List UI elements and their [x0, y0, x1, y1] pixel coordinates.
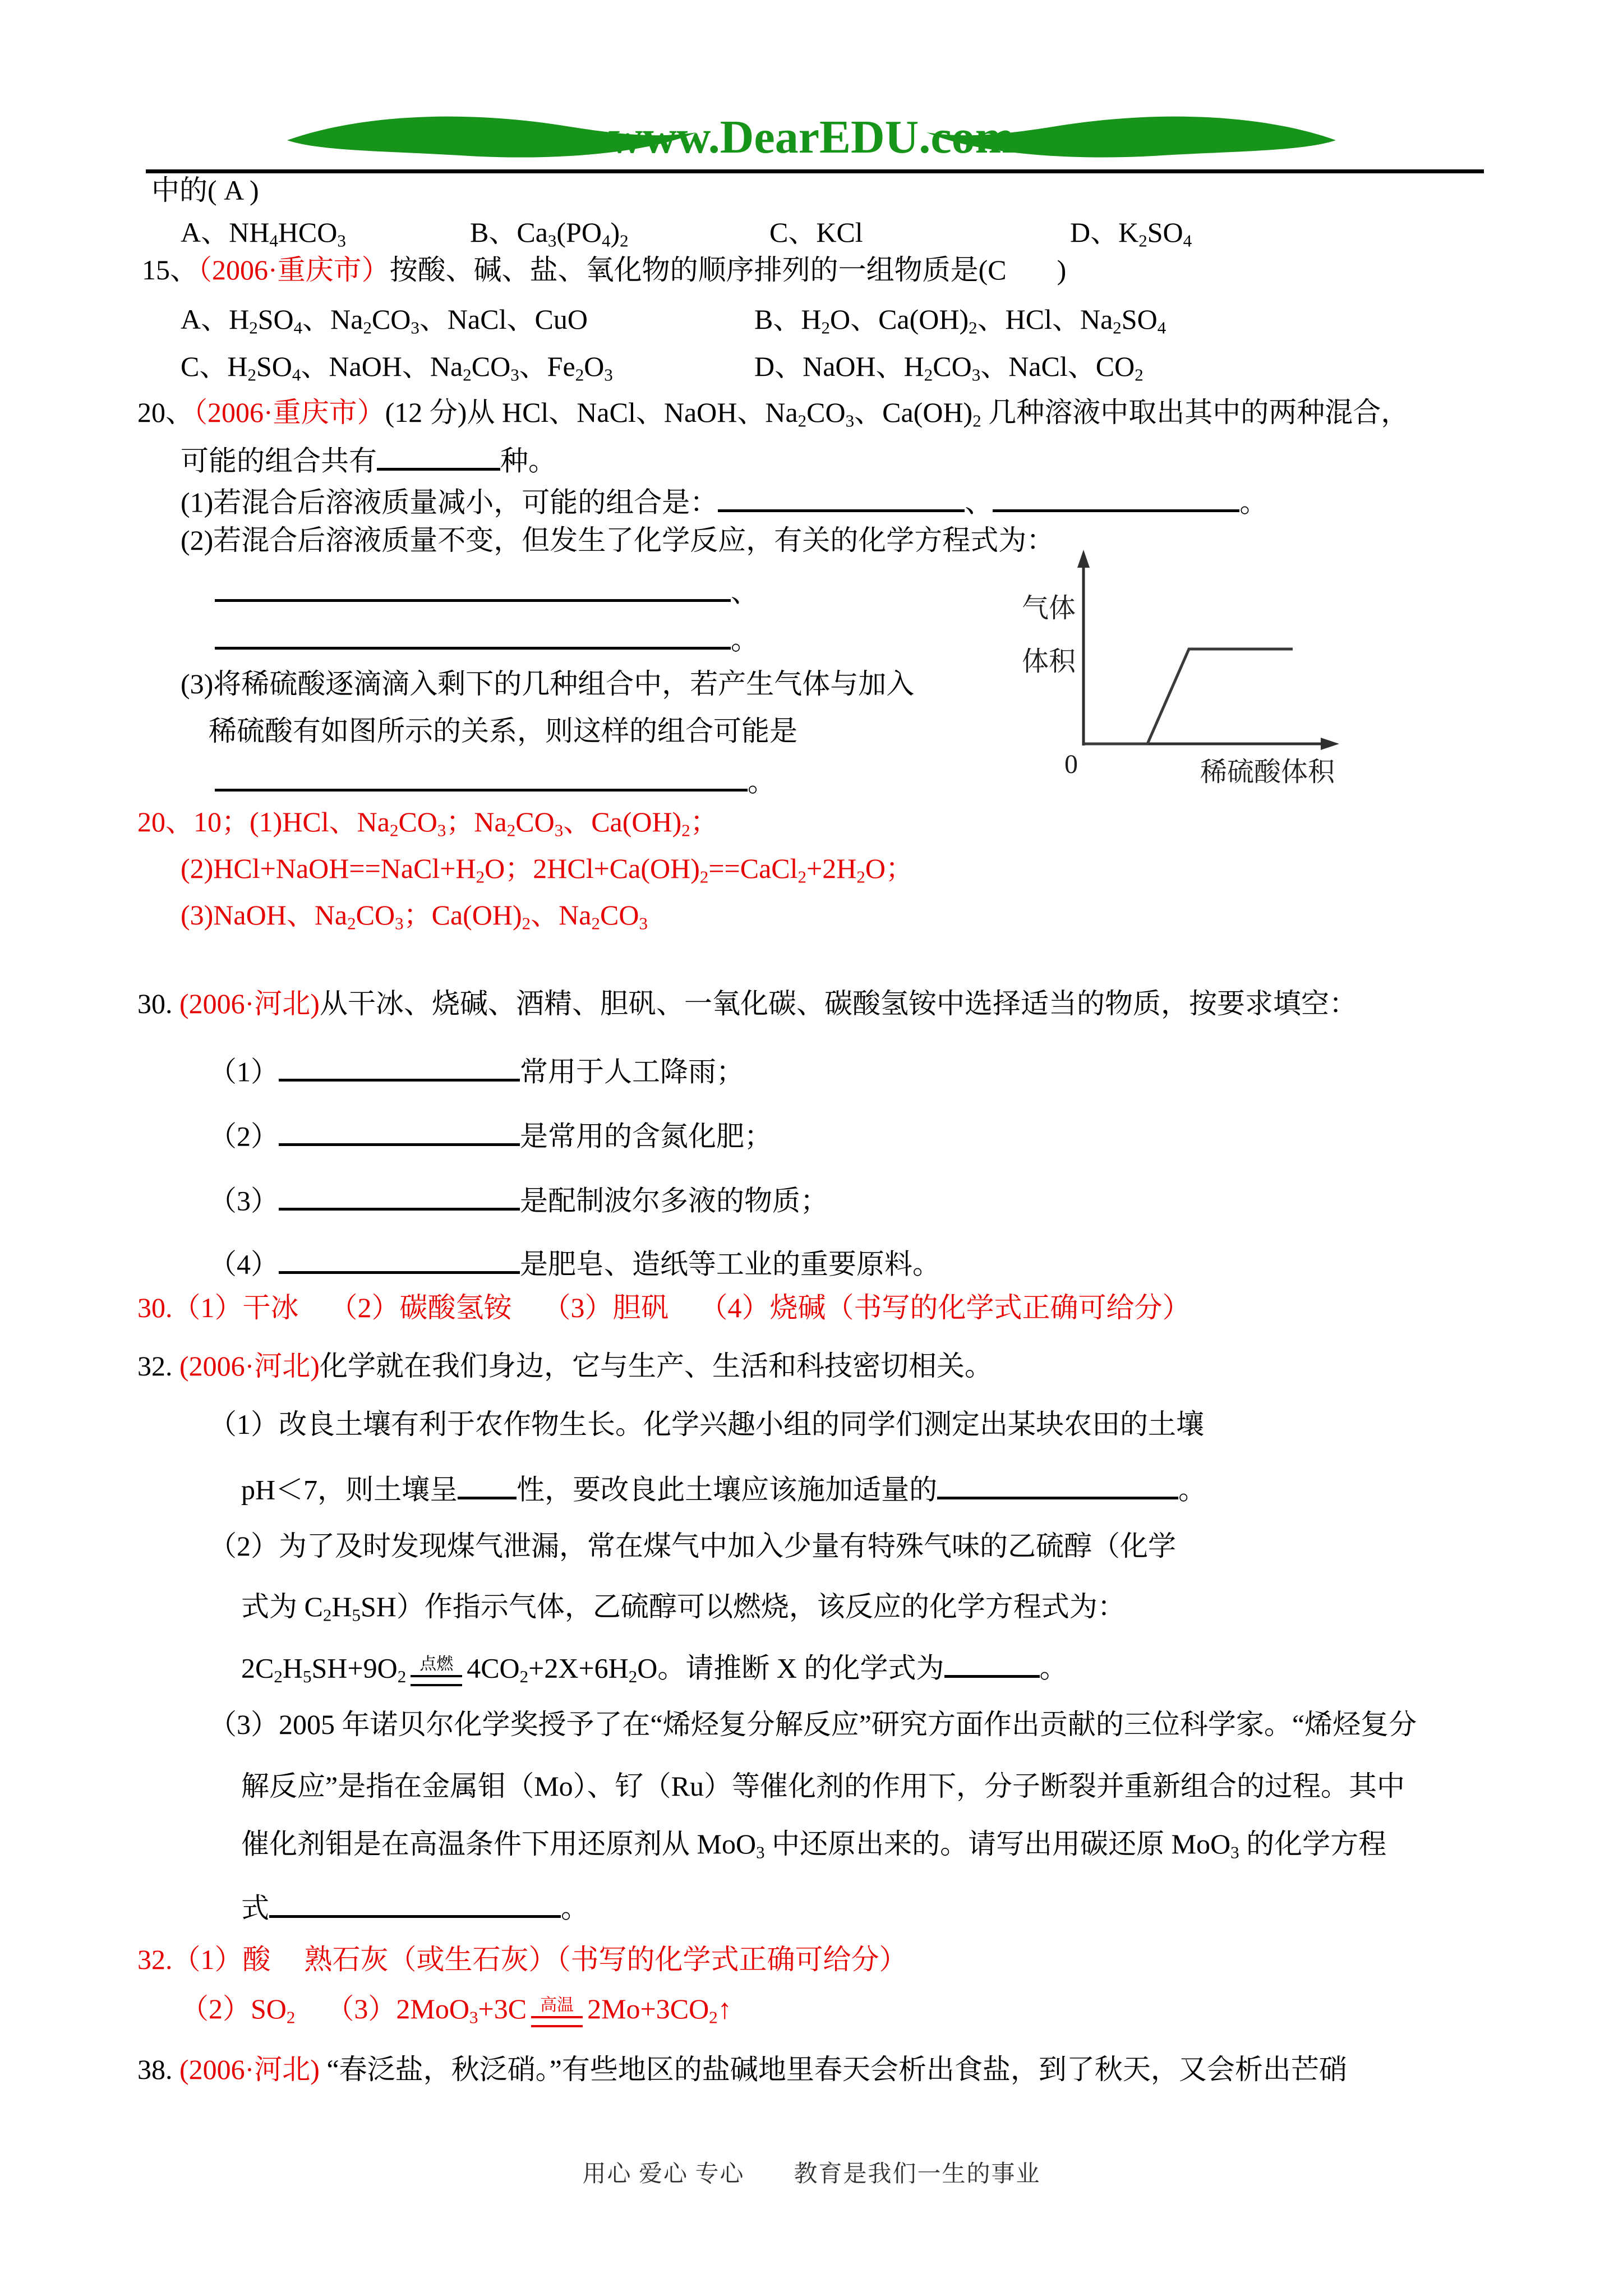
text-segment: SO: [256, 351, 292, 382]
text-segment: 4: [292, 365, 301, 385]
text-segment: CO: [356, 899, 395, 931]
text-segment: （2）为了及时发现煤气泄漏，常在煤气中加入少量有特殊气味的乙硫醇（化学: [209, 1530, 1176, 1562]
blank-underline: [458, 1470, 517, 1499]
figure-ylabel-line1: 气体: [1021, 593, 1076, 623]
text-segment: (12 分)从 HCl、NaCl、NaOH、Na: [385, 397, 798, 428]
text-segment: 、NaOH、Na: [301, 351, 463, 382]
text-segment: (2)HCl+NaOH==NaCl+H: [181, 853, 476, 884]
text-segment: 2: [519, 1667, 529, 1687]
answer20-line1: [137, 806, 718, 841]
q30-item4: [209, 1244, 940, 1281]
text-segment: 2: [274, 1667, 283, 1687]
q20-part3-blank: [215, 762, 776, 799]
q32-part2-equation: [241, 1648, 1068, 1687]
prev-option-b: [470, 216, 629, 251]
text-segment: 2: [575, 365, 584, 385]
text-segment: (2006·河北): [179, 988, 320, 1019]
text-segment: CO: [398, 806, 437, 838]
text-segment: 38.: [137, 2054, 179, 2085]
q30-header: [137, 987, 1357, 1020]
text-segment: 熟石灰（或生石灰）（书写的化学式正确可给分）: [304, 1944, 907, 1975]
blank-underline: [215, 620, 731, 650]
text-segment: 是配制波尔多液的物质；: [520, 1185, 828, 1217]
reaction-condition-label: 高温: [540, 1995, 574, 2014]
q32-part2-line2: [241, 1590, 1126, 1626]
text-segment: B、H: [754, 303, 822, 335]
text-segment: CO: [806, 397, 846, 428]
text-segment: A、H: [181, 303, 250, 335]
text-segment: 性，要改良此土壤应该施加适量的: [517, 1474, 938, 1506]
text-segment: D、K: [1070, 217, 1139, 248]
text-segment: 常用于人工降雨；: [520, 1056, 744, 1088]
figure-x-arrow-icon: [1321, 738, 1339, 750]
double-bar-icon: [411, 1675, 462, 1686]
text-segment: CO: [600, 899, 639, 931]
q32-part2-line1: [209, 1530, 1176, 1563]
figure-y-arrow-icon: [1077, 550, 1090, 568]
text-segment: 。: [748, 766, 776, 798]
text-segment: 3: [845, 411, 855, 431]
q30-item1: [209, 1052, 744, 1089]
figure-curve: [1083, 649, 1293, 744]
text-segment: （3）胆矾: [542, 1292, 669, 1323]
q15-option-b: [754, 303, 1166, 338]
text-segment: 4: [293, 318, 303, 338]
text-segment: H: [331, 1591, 352, 1622]
text-segment: 3: [604, 365, 613, 385]
blank-underline: [718, 482, 965, 512]
text-segment: 2: [1113, 318, 1122, 338]
text-segment: 2: [1138, 231, 1147, 251]
footer-text: 用心 爱心 专心 教育是我们一生的事业: [582, 2161, 1041, 2187]
q32-part1-line2: [241, 1470, 1206, 1507]
q20-part2: [181, 524, 1054, 557]
reaction-condition-equals: [531, 1997, 583, 2027]
text-segment: 5: [302, 1667, 312, 1687]
figure-ylabel-line2: 体积: [1021, 647, 1076, 677]
text-segment: 、NaCl、CO: [980, 351, 1135, 382]
answer30: [137, 1291, 1191, 1324]
text-segment: “春泛盐，秋泛硝。”有些地区的盐碱地里春天会析出食盐，到了秋天，又会析出芒硝: [319, 2054, 1347, 2085]
text-segment: 3: [971, 365, 981, 385]
text-segment: 、: [731, 576, 759, 608]
text-segment: 2: [821, 318, 830, 338]
text-segment: 2: [628, 1667, 638, 1687]
text-segment: +3C: [478, 1993, 527, 2024]
text-segment: 2: [347, 913, 356, 933]
text-segment: O。请推断 X 的化学式为: [637, 1652, 944, 1684]
text-segment: 可能的组合共有: [181, 445, 377, 477]
q20-blank-line-2: [215, 620, 759, 657]
text-segment: 2: [476, 867, 485, 887]
text-segment: 解反应”是指在金属钼（Mo）、钌（Ru）等催化剂的作用下，分子断裂并重新组合的过程。其中: [241, 1770, 1405, 1802]
text-segment: C、H: [181, 351, 248, 382]
q15-option-d: [754, 350, 1144, 385]
q32-part3-line2: [241, 1770, 1405, 1803]
text-segment: 2: [286, 2007, 296, 2027]
text-segment: 稀硫酸有如图所示的关系，则这样的组合可能是: [209, 715, 797, 747]
text-segment: (2006·河北): [179, 1350, 320, 1382]
q32-header: [137, 1350, 993, 1383]
text-segment: 2: [363, 318, 372, 338]
blank-underline: [215, 572, 731, 602]
text-segment: 中还原出来的。请写出用碳还原 MoO: [764, 1828, 1231, 1860]
text-segment: CO: [933, 351, 972, 382]
blank-underline: [944, 1648, 1040, 1678]
text-segment: (3)将稀硫酸逐滴滴入剩下的几种组合中，若产生气体与加入: [181, 668, 915, 700]
prev-option-c: [769, 216, 863, 249]
text-segment: 2Mo+3CO: [587, 1993, 709, 2024]
header-divider: [146, 169, 1484, 173]
text-segment: 、Na: [531, 899, 592, 931]
text-segment: 20、: [137, 397, 193, 428]
text-segment: 4: [269, 231, 278, 251]
text-segment: 。: [731, 624, 759, 656]
text-segment: 20、10；(1)HCl、Na: [137, 806, 390, 838]
text-segment: HCO: [278, 217, 338, 248]
q32-part3-blank: [241, 1888, 589, 1925]
q20-blank-line-1: [215, 572, 759, 609]
text-segment: 。: [561, 1892, 589, 1924]
q30-item3: [209, 1181, 828, 1218]
text-segment: ；: [690, 806, 718, 838]
blank-underline: [279, 1181, 520, 1211]
blank-underline: [993, 482, 1239, 512]
text-segment: D、NaOH、H: [754, 351, 924, 382]
text-segment: 15、: [142, 254, 198, 286]
text-segment: 3: [547, 231, 557, 251]
text-segment: 2: [709, 2007, 718, 2027]
text-segment: (3)NaOH、Na: [181, 899, 348, 931]
text-segment: B、Ca: [470, 217, 548, 248]
site-logo: [279, 104, 1344, 170]
q20-part3-line2: [209, 715, 797, 748]
prev-option-a: [181, 216, 346, 251]
text-segment: 、: [965, 486, 993, 518]
text-segment: CO: [515, 806, 555, 838]
text-segment: 种。: [500, 445, 556, 477]
text-segment: 是肥皂、造纸等工业的重要原料。: [520, 1248, 940, 1280]
text-segment: （2006·重庆市）: [193, 397, 385, 428]
answer32-line2: [181, 1993, 732, 2028]
text-segment: 5: [352, 1605, 361, 1625]
text-segment: （4）: [209, 1248, 279, 1280]
gas-volume-figure: [959, 533, 1385, 805]
q15-option-a: [181, 303, 588, 338]
text-segment: 2: [681, 820, 690, 840]
text-segment: 、Fe: [519, 351, 575, 382]
text-segment: SH+9O: [311, 1652, 398, 1684]
text-segment: 2: [1135, 365, 1144, 385]
blank-underline: [279, 1244, 520, 1274]
q32-part3-line1: [209, 1708, 1417, 1741]
text-segment: 2: [620, 231, 629, 251]
text-segment: +2H: [806, 853, 857, 884]
q38-header: [137, 2053, 1347, 2086]
text-segment: 2: [856, 867, 865, 887]
text-segment: 2: [397, 1667, 407, 1687]
text-segment: 32.（1）酸: [137, 1944, 271, 1975]
figure-xlabel: 稀硫酸体积: [1200, 757, 1335, 787]
q15-option-c: [181, 350, 613, 385]
text-segment: 3: [1230, 1842, 1239, 1862]
text-segment: （1）改良土壤有利于农作物生长。化学兴趣小组的同学们测定出某块农田的土壤: [209, 1409, 1204, 1440]
text-segment: +2X+6H: [528, 1652, 629, 1684]
text-segment: （3）2005 年诺贝尔化学奖授予了在“烯烃复分解反应”研究方面作出贡献的三位科学家。“烯烃复分: [209, 1709, 1417, 1740]
blank-underline: [377, 441, 500, 471]
text-segment: 催化剂钼是在高温条件下用还原剂从 MoO: [241, 1828, 757, 1860]
text-segment: 3: [639, 913, 648, 933]
text-segment: 。: [1039, 1652, 1068, 1684]
blank-underline: [279, 1116, 520, 1146]
text-segment: 3: [554, 820, 564, 840]
text-segment: 按酸、碱、盐、氧化物的顺序排列的一组物质是(C: [389, 254, 1007, 286]
text-segment: ；Na: [446, 806, 507, 838]
text-segment: 3: [411, 318, 419, 338]
text-segment: 2: [969, 318, 978, 338]
text-segment: 2: [591, 913, 600, 933]
text-segment: 2C: [241, 1652, 274, 1684]
q20-header: [137, 396, 1409, 431]
text-segment: 2: [322, 1605, 332, 1625]
text-segment: SO: [257, 303, 294, 335]
answer20-line3: [181, 899, 648, 934]
text-segment: 4: [1183, 231, 1192, 251]
text-segment: 2: [797, 411, 807, 431]
text-segment: 化学就在我们身边，它与生产、生活和科技密切相关。: [319, 1350, 993, 1382]
blank-underline: [215, 762, 748, 792]
blank-underline: [937, 1470, 1178, 1499]
text-segment: ): [1057, 254, 1067, 286]
text-segment: 2: [249, 318, 258, 338]
text-segment: 30.: [137, 988, 179, 1019]
text-segment: 3: [510, 365, 519, 385]
text-segment: 4: [601, 231, 611, 251]
blank-underline: [279, 1052, 520, 1082]
text-segment: 2: [463, 365, 472, 385]
text-segment: 、Ca(OH): [854, 397, 973, 428]
q20-part3-line1: [181, 668, 914, 701]
text-segment: ): [610, 217, 620, 248]
text-segment: (PO: [556, 217, 602, 248]
text-segment: （4）烧碱（书写的化学式正确可给分）: [699, 1292, 1191, 1323]
text-segment: （1）: [209, 1056, 279, 1088]
text-segment: ↑: [717, 1993, 732, 2024]
prev-question-tail: [151, 174, 259, 207]
logo-text: www.DearEDU.com: [608, 111, 1015, 163]
text-segment: SO: [1147, 217, 1183, 248]
text-segment: 、Na: [302, 303, 363, 335]
text-segment: CO: [371, 303, 411, 335]
text-segment: 2: [699, 867, 709, 887]
text-segment: 3: [437, 820, 446, 840]
text-segment: 2: [797, 867, 807, 887]
prev-option-d: [1070, 216, 1192, 251]
q20-stem: [181, 441, 556, 478]
text-segment: O；: [865, 853, 914, 884]
text-segment: （3）: [209, 1185, 279, 1217]
text-segment: (2006·河北): [179, 2054, 320, 2085]
text-segment: 3: [395, 913, 404, 933]
text-segment: （2006·重庆市）: [198, 254, 390, 286]
text-segment: O: [584, 351, 605, 382]
text-segment: （3）2MoO: [326, 1993, 469, 2024]
text-segment: 、NaCl、CuO: [419, 303, 588, 335]
text-segment: (1)若混合后溶液质量减小，可能的组合是：: [181, 486, 718, 518]
text-segment: 几种溶液中取出其中的两种混合，: [981, 397, 1409, 428]
text-segment: 式: [241, 1892, 269, 1924]
q32-part1-line1: [209, 1408, 1204, 1441]
text-segment: 4: [1157, 318, 1166, 338]
text-segment: 32.: [137, 1350, 179, 1382]
text-segment: SO: [1121, 303, 1158, 335]
text-segment: 从干冰、烧碱、酒精、胆矾、一氧化碳、碳酸氢铵中选择适当的物质，按要求填空：: [319, 988, 1357, 1019]
blank-underline: [269, 1888, 561, 1918]
text-segment: H: [282, 1652, 303, 1684]
figure-origin-label: 0: [1064, 749, 1078, 779]
text-segment: 2: [972, 411, 981, 431]
text-segment: 3: [756, 1842, 765, 1862]
reaction-condition-label: 点燃: [419, 1655, 454, 1674]
text-segment: CO: [471, 351, 511, 382]
text-segment: 。: [1239, 486, 1268, 518]
text-segment: 、HCl、Na: [977, 303, 1113, 335]
text-segment: 3: [337, 231, 346, 251]
text-segment: 的化学方程: [1239, 1828, 1387, 1860]
text-segment: ==CaCl: [708, 853, 798, 884]
text-segment: O；2HCl+Ca(OH): [485, 853, 700, 884]
text-segment: O、Ca(OH): [829, 303, 969, 335]
reaction-condition-equals: [411, 1656, 462, 1686]
q32-part3-line3: [241, 1828, 1386, 1863]
text-segment: 2: [247, 365, 256, 385]
text-segment: 4CO: [467, 1652, 520, 1684]
text-segment: （2）: [209, 1120, 279, 1152]
text-segment: C、KCl: [769, 217, 863, 248]
text-segment: 、Ca(OH): [563, 806, 682, 838]
double-bar-icon: [531, 2016, 583, 2027]
q15-header: [142, 254, 1066, 287]
text-segment: 式为 C: [241, 1591, 323, 1622]
text-segment: 3: [469, 2007, 478, 2027]
spacer: [271, 1968, 305, 1969]
text-segment: ；Ca(OH): [403, 899, 522, 931]
text-segment: 2: [506, 820, 516, 840]
q30-item2: [209, 1116, 772, 1153]
text-segment: 是常用的含氮化肥；: [520, 1120, 772, 1152]
text-segment: A、NH: [181, 217, 270, 248]
text-segment: (2)若混合后溶液质量不变，但发生了化学反应，有关的化学方程式为：: [181, 524, 1055, 556]
text-segment: 中的( A ): [151, 174, 259, 206]
text-segment: pH＜7，则土壤呈: [241, 1474, 458, 1506]
text-segment: 。: [1178, 1474, 1207, 1506]
text-segment: 2: [924, 365, 933, 385]
text-segment: 2: [389, 820, 399, 840]
answer20-line2: [181, 852, 914, 887]
text-segment: （2）碳酸氢铵: [329, 1292, 512, 1323]
q20-part1: [181, 482, 1267, 519]
text-segment: 2: [522, 913, 531, 933]
text-segment: SH）作指示气体，乙硫醇可以燃烧，该反应的化学方程式为：: [360, 1591, 1126, 1622]
text-segment: （2）SO: [181, 1993, 287, 2024]
answer32-line1: [137, 1943, 907, 1976]
text-segment: 30.（1）干冰: [137, 1292, 299, 1323]
